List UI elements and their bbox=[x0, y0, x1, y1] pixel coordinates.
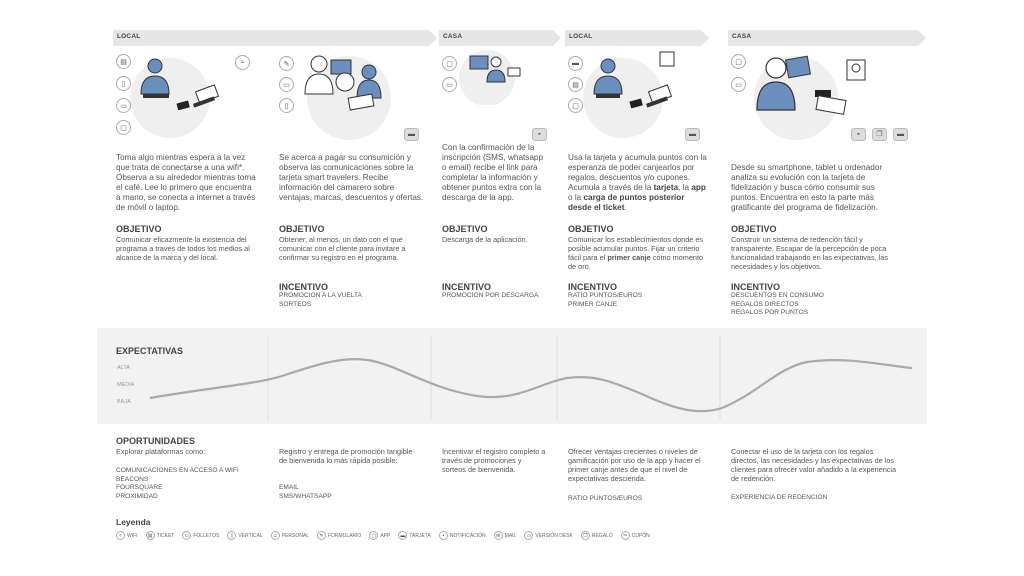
folletos-icon: ▭ bbox=[182, 531, 191, 540]
incentivo-item: SORTEOS bbox=[279, 300, 312, 308]
col1-objetivo-text: Comunicar eficazmente la existencia del programa a través de todos los medios al alcance de la marca y del local. bbox=[116, 235, 250, 262]
col5-description: Desde su smartphone, tablet u ordenador analiza su evolución con la tarjeta de fidelización y busca cómo consumir sus puntos. Encuentra en esto la parte más gratificante del programa de fidelización. bbox=[731, 163, 883, 212]
app-icon: ▢ bbox=[369, 531, 378, 540]
col2-incentivo-list bbox=[279, 292, 362, 309]
col3-incentivo-list bbox=[442, 292, 538, 301]
regalo-icon: ❒ bbox=[581, 531, 590, 540]
col5-oportunidad: Conectar el uso de la tarjeta con los regalos directos, las necesidades y las expectativas de los clientes para ofrecer valor añadido a la experiencia de redención. bbox=[731, 447, 897, 483]
oportunidad-item: EXPERIENCIA DE REDENCION bbox=[731, 494, 828, 501]
col4-objetivo-text bbox=[568, 235, 710, 271]
col4-description bbox=[568, 153, 710, 213]
col3-oportunidad: Incentivar el registro completo a través de promociones y sorteos de bienvenida. bbox=[442, 447, 546, 474]
legend-item bbox=[494, 531, 517, 540]
obj-bold: primer canje bbox=[607, 253, 651, 262]
legend-label: APP bbox=[380, 532, 391, 539]
incentivo-item: PROMOCION POR DESCARGA bbox=[442, 292, 539, 299]
vertical-icon: ▯ bbox=[116, 76, 131, 91]
oportunidad-item: FOURSQUARE bbox=[116, 484, 163, 491]
stage-bar-3 bbox=[565, 30, 701, 46]
legend-item bbox=[271, 531, 309, 540]
legend-item bbox=[317, 531, 361, 540]
obj-text: como momento de oro. bbox=[568, 253, 704, 271]
stage-bar-1 bbox=[113, 30, 429, 46]
col4-oportunidad: Ofrecer ventajas crecientes o niveles de gamificación por uso de la app y hacer el primer canje antes de que el nivel de expectativas descienda. bbox=[568, 447, 701, 483]
tarjeta-icon: ▬ bbox=[400, 532, 406, 539]
legend-label: TICKET bbox=[156, 532, 175, 539]
legend-label: NOTIFICACIÓN bbox=[449, 532, 486, 539]
col3-objetivo-text: Descarga de la aplicación. bbox=[442, 235, 528, 244]
legend-item bbox=[182, 531, 219, 540]
col1-oportunidad-list bbox=[116, 467, 239, 501]
level-media: MEDIA bbox=[117, 382, 135, 388]
col2-objetivo-text: Obtener, al menos, un dato con el que comunicar con el cliente para invitare a confirmar su registro en el programa. bbox=[279, 235, 406, 262]
ticket-icon: ▤ bbox=[116, 54, 131, 69]
level-baja: BAJA bbox=[117, 399, 131, 405]
notificacion-icon: ▪ bbox=[851, 128, 866, 141]
col2-incentivo-heading: INCENTIVO bbox=[279, 282, 329, 292]
desc-bold: app bbox=[691, 183, 706, 192]
personal-icon: ☺ bbox=[272, 532, 278, 539]
desc-text: . bbox=[624, 203, 627, 212]
legend-label: CUPÓN bbox=[631, 532, 650, 539]
version-desk-icon: ▭ bbox=[442, 77, 457, 92]
incentivo-item: REGALOS DIRECTOS bbox=[731, 300, 799, 308]
tarjeta-icon: ▬ bbox=[568, 56, 583, 71]
legend-label: FORMULARIO bbox=[327, 532, 362, 539]
legend-item bbox=[621, 531, 650, 540]
version-desk-icon: ▭ bbox=[524, 531, 533, 540]
stage-label: CASA bbox=[732, 33, 752, 40]
regalo-icon: ❒ bbox=[872, 128, 887, 141]
col2-oportunidad: Registro y entrega de promoción tangible de bienvenida lo más rápida posible: bbox=[279, 447, 413, 465]
col2-description: Se acerca a pagar su consumición y observa las comunicaciones sobre la tarjeta smart travelers. Recibe información del camarero sobre ventajas, marcas, descuentos y ofertas. bbox=[279, 153, 424, 202]
col5-incentivo-list bbox=[731, 292, 824, 318]
legend-label: WIFI bbox=[127, 532, 138, 539]
legend-label: MAIL bbox=[504, 532, 517, 539]
legend-item bbox=[227, 531, 262, 540]
legend-label: PERSONAL bbox=[281, 532, 309, 539]
tarjeta-icon: ▬ bbox=[685, 128, 700, 141]
col2-objetivo-heading: OBJETIVO bbox=[279, 224, 325, 234]
desc-bold: tarjeta bbox=[653, 183, 679, 192]
app-icon: ▢ bbox=[568, 98, 583, 113]
obj-text: Comunicar los establecimientos donde es posible acumular puntos. Fijar un criterio fácil para el bbox=[568, 235, 704, 262]
oportunidad-item: SMS/WHATSAPP bbox=[279, 492, 332, 500]
stage-label: LOCAL bbox=[569, 33, 593, 40]
oportunidad-item: EMAIL bbox=[279, 484, 299, 491]
oportunidad-item: COMUNICACIONES EN ACCESO A WIFI bbox=[116, 467, 239, 474]
app-icon: ▢ bbox=[442, 56, 457, 71]
legend-item bbox=[116, 531, 138, 540]
legend-label: REGALO bbox=[591, 532, 613, 539]
folletos-icon: ▭ bbox=[279, 77, 294, 92]
tarjeta-icon: ▬ bbox=[893, 128, 908, 141]
legend-title: Leyenda bbox=[116, 517, 151, 527]
incentivo-item: PRIMER CANJE bbox=[568, 300, 618, 308]
col5-objetivo-heading: OBJETIVO bbox=[731, 224, 777, 234]
desc-text: o la bbox=[568, 193, 584, 202]
col5-oportunidad-list bbox=[731, 494, 827, 503]
illustration-accumulate bbox=[568, 50, 698, 142]
col5-objetivo-text: Construir un sistema de redención fácil y transparente. Escapar de la percepción de poca funcionalidad trabajando en las expectativas, las necesidades y los objetivos. bbox=[731, 235, 888, 271]
legend-item bbox=[398, 531, 430, 540]
incentivo-item: REGALOS POR PUNTOS bbox=[731, 309, 809, 316]
col4-oportunidad-list bbox=[568, 495, 642, 504]
level-alta: ALTA bbox=[117, 365, 130, 371]
legend-label: TARJETA bbox=[409, 532, 431, 539]
incentivo-item: PROMOCION A LA VUELTA bbox=[279, 292, 362, 299]
app-icon: ▢ bbox=[731, 54, 746, 69]
legend-item bbox=[146, 531, 175, 540]
oportunidad-item: RATIO PUNTOS/EUROS bbox=[568, 495, 643, 502]
ticket-icon: ▤ bbox=[146, 531, 155, 540]
notificacion-icon: ▪ bbox=[532, 128, 547, 141]
wifi-icon: ≈ bbox=[235, 55, 250, 70]
col3-objetivo-heading: OBJETIVO bbox=[442, 224, 488, 234]
stage-bar-2 bbox=[439, 30, 553, 46]
stage-bar-4 bbox=[728, 30, 918, 46]
desc-text: Usa la tarjeta y acumula puntos con la esperanza de poder canjearlos por regalos, descuentos y/o cupones. Acumula a través de la bbox=[568, 153, 707, 192]
legend-item bbox=[369, 531, 390, 540]
desc-text: , la bbox=[678, 183, 692, 192]
ticket-icon: ▤ bbox=[568, 77, 583, 92]
illustration-paying bbox=[279, 50, 399, 142]
legend-label: FOLLETOS bbox=[193, 532, 220, 539]
col2-oportunidad-list bbox=[279, 484, 332, 501]
version-desk-icon: ▭ bbox=[731, 77, 746, 92]
col3-incentivo-heading: INCENTIVO bbox=[442, 282, 492, 292]
col4-incentivo-heading: INCENTIVO bbox=[568, 282, 618, 292]
folletos-icon: ▭ bbox=[116, 98, 131, 113]
legend bbox=[116, 531, 650, 540]
incentivo-item: RATIO PUNTOS/EUROS bbox=[568, 292, 643, 299]
expectativas-curve-chart bbox=[97, 328, 927, 424]
legend-item bbox=[581, 531, 613, 540]
desc-bold: carga de puntos posterior desde el ticket bbox=[568, 193, 685, 212]
vertical-icon: ▯ bbox=[227, 531, 236, 540]
expectativas-title: EXPECTATIVAS bbox=[116, 346, 184, 356]
col1-description: Toma algo mientras espera a la vez que trata de conectarse a una wifi*. Observa a su alrededor mientras toma el café. Lee lo primero que encuentra a mano, se conecta a internet a través de móvil o laptop. bbox=[116, 153, 256, 212]
legend-item bbox=[439, 531, 486, 540]
stage-label: CASA bbox=[443, 33, 463, 40]
mail-icon: ✉ bbox=[494, 531, 503, 540]
col5-incentivo-heading: INCENTIVO bbox=[731, 282, 781, 292]
app-icon: ▢ bbox=[116, 120, 131, 135]
oportunidad-item: PROXIMIDAD bbox=[116, 492, 158, 500]
wifi-icon: ≈ bbox=[116, 531, 125, 540]
incentivo-item: DESCUENTOS EN CONSUMO bbox=[731, 292, 824, 299]
oportunidad-item: BEACONS bbox=[116, 475, 149, 483]
formulario-icon: ✎ bbox=[317, 531, 326, 540]
tarjeta-icon: ▬ bbox=[404, 128, 419, 141]
formulario-icon: ✎ bbox=[279, 56, 294, 71]
stage-label: LOCAL bbox=[117, 33, 141, 40]
legend-label: VERSIÓN DESK bbox=[535, 532, 573, 539]
col4-incentivo-list bbox=[568, 292, 642, 309]
legend-label: VERTICAL bbox=[238, 532, 263, 539]
expectation-curve bbox=[150, 359, 912, 411]
oportunidades-title: OPORTUNIDADES bbox=[116, 436, 196, 446]
vertical-icon: ▯ bbox=[279, 98, 294, 113]
cupon-icon: ✂ bbox=[621, 531, 630, 540]
col1-oportunidad: Explorar plataformas como: bbox=[116, 447, 206, 456]
col4-objetivo-heading: OBJETIVO bbox=[568, 224, 614, 234]
col1-objetivo-heading: OBJETIVO bbox=[116, 224, 162, 234]
col3-description: Con la confirmación de la inscripción (SMS, whatsapp o email) recibe el link para completar la información y obtener puntos extra con la descarga de la app. bbox=[442, 143, 544, 202]
legend-item bbox=[524, 531, 573, 540]
notificacion-icon: ▪ bbox=[439, 531, 448, 540]
